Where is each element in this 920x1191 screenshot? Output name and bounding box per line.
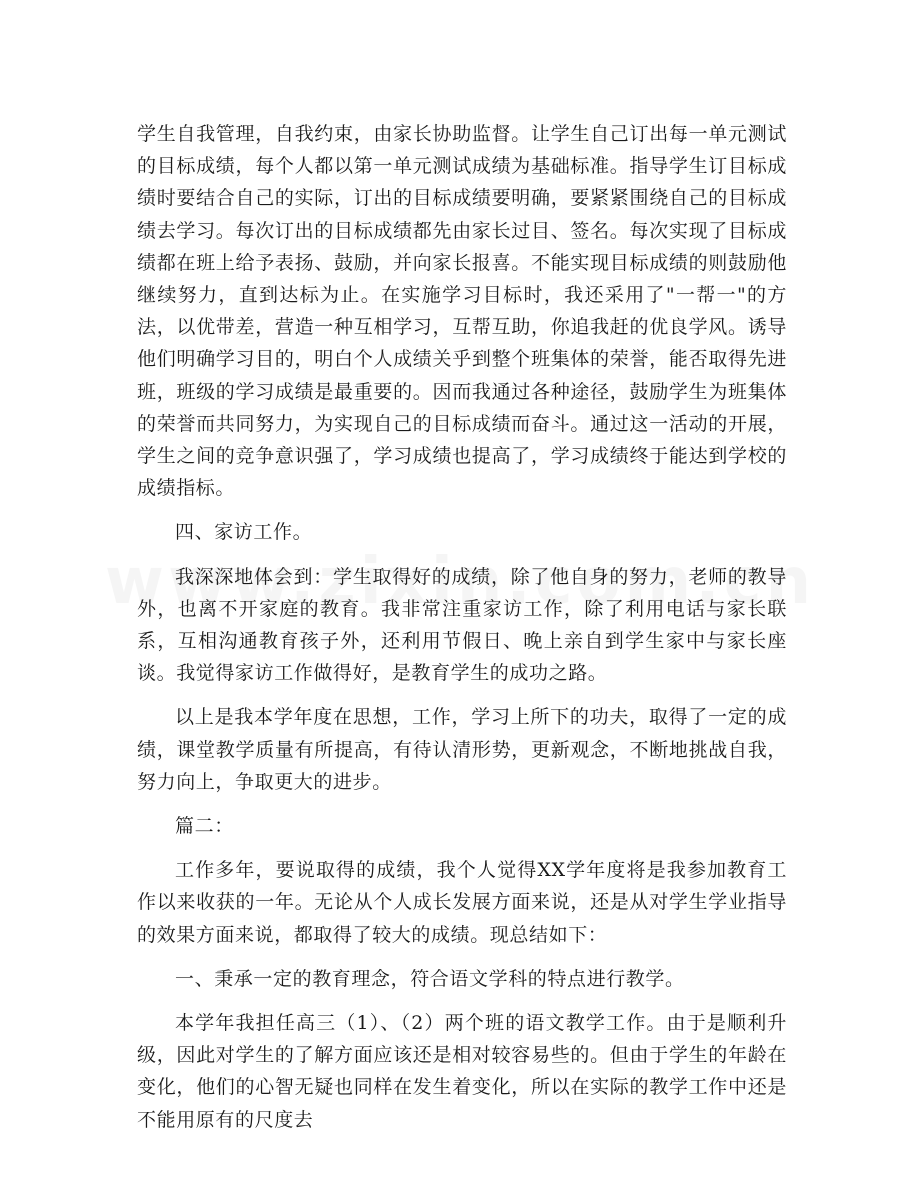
paragraph-8: 本学年我担任高三（1）、（2）两个班的语文教学工作。由于是顺利升级，因此对学生的了解方面应该还是相对较容易些的。但由于学生的年龄在变化，他们的心智无疑也同样在发生着变化，所以在实际的教学工作中还是不能用原有的尺度去 (137, 1012, 787, 1131)
paragraph-3: 我深深地体会到：学生取得好的成绩，除了他自身的努力，老师的教导外，也离不开家庭的教育。我非常注重家访工作，除了利用电话与家长联系，互相沟通教育孩子外，还利用节假日、晚上亲自到学生家中与家长座谈。我觉得家访工作做得好，是教育学生的成功之路。 (137, 565, 787, 685)
paragraph-7-heading: 一、秉承一定的教育理念，符合语文学科的特点进行教学。 (175, 967, 685, 990)
paragraph-2-heading: 四、家访工作。 (175, 521, 313, 544)
paragraph-4: 以上是我本学年度在思想，工作，学习上所下的功夫，取得了一定的成绩，课堂教学质量有所提高，有待认清形势，更新观念，不断地挑战自我，努力向上，争取更大的进步。 (137, 706, 787, 793)
paragraph-5-heading: 篇二： (175, 815, 234, 838)
paragraph-6: 工作多年，要说取得的成绩，我个人觉得XX学年度将是我参加教育工作以来收获的一年。无论从个人成长发展方面来说，还是从对学生学业指导的效果方面来说，都取得了较大的成绩。现总结如下： (137, 859, 787, 946)
paragraph-1: 学生自我管理，自我约束，由家长协助监督。让学生自己订出每一单元测试的目标成绩，每个人都以第一单元测试成绩为基础标准。指导学生订目标成绩时要结合自己的实际，订出的目标成绩要明确，要紧紧围绕自己的目标成绩去学习。每次订出的目标成绩都先由家长过目、签名。每次实现了目标成绩都在班上给予表扬、鼓励，并向家长报喜。不能实现目标成绩的则鼓励他继续努力，直到达标为止。在实施学习目标时，我还采用了"一帮一"的方法，以优带差，营造一种互相学习，互帮互助，你追我赶的优良学风。诱导他们明确学习目的，明白个人成绩关乎到整个班集体的荣誉，能否取得先进班，班级的学习成绩是最重要的。因而我通过各种途径，鼓励学生为班集体的荣誉而共同努力，为实现自己的目标成绩而奋斗。通过这一活动的开展，学生之间的竞争意识强了，学习成绩也提高了，学习成绩终于能达到学校的成绩指标。 (137, 123, 787, 500)
document-body (137, 118, 787, 1136)
